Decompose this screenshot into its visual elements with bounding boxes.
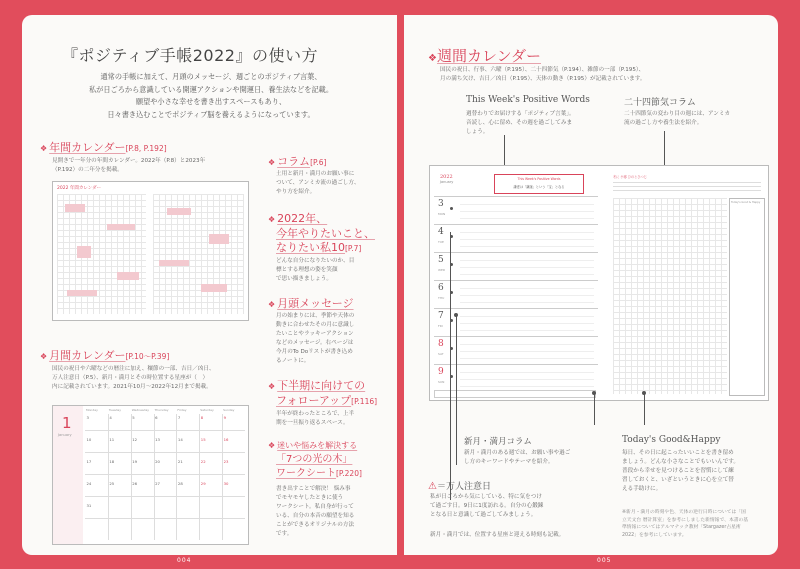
weekday-header: Saturday [200, 408, 214, 412]
monthly-calendar-desc: 国民の祝日や六曜などの暦注に加え、穰節の一部、吉日／凶日、 万人注意日（P.5）、新月・満月とその時位置する星座が（ ） 内に記載されています。2021年10月～2022年12月まで掲載。 [52, 366, 215, 390]
caution-day-desc: 私が日ごろから気にしている、特に気をつけ て過ごす日。9日に1度訪れる。自分の心鍛錬 となる日と意識して過ごしてみましょう。 [430, 494, 544, 518]
date-cell: 6 [155, 415, 158, 420]
yearly-grid-left [57, 194, 146, 314]
moon-column-title: 新月・満月コラム [464, 437, 532, 447]
monthly-message-desc: 月の始まりには、季節や天体の 動きに合わせたその月に意識し たいことやラッキーアクション などのメッセージ。右ページは 今月のTo Doリストが書き込め るノートに。 [276, 313, 355, 364]
day-number: 9 [438, 367, 444, 377]
day-number: 8 [438, 339, 444, 349]
day-of-week: THU [438, 296, 445, 300]
date-cell: 8 [200, 415, 204, 420]
warning-triangle-icon: ⚠ [428, 481, 437, 492]
diamond-icon: ❖ [428, 53, 437, 64]
yearly-calendar-thumbnail: 2022 年間カレンダー [52, 181, 249, 321]
left-page [22, 15, 397, 555]
good-happy-box: Today's Good & Happy [729, 198, 765, 396]
date-cell: 31 [86, 503, 92, 508]
day-row [434, 224, 598, 253]
date-cell: 19 [132, 459, 138, 464]
diamond-icon: ❖ [268, 158, 276, 167]
date-cell: 3 [86, 415, 89, 420]
date-cell: 28 [177, 481, 183, 486]
weekly-calendar-thumbnail: 2022 January This Week's Positive Words 謙虚は「謙譲」という「宝」となる 3 MON 4 TUE 5 WED 6 THU 7 FRI 8 SAT 9 SUN 冬に 小寒 ひのとひつじ Today's Good & Happy [429, 165, 769, 401]
positive-words-box: This Week's Positive Words 謙虚は「謙譲」という「宝」となる [494, 174, 584, 194]
date-cell: 9 [223, 415, 227, 420]
page-number-left: 004 [177, 557, 192, 564]
sekki-column-title: 二十四節気コラム [624, 98, 696, 108]
column-desc: 土用と新月・満月のお願い事に ついて、アンミカ流の過ごし方、 やり方を紹介。 [276, 171, 360, 195]
new-moon-note: 新月・満月では、位置する星座と迎える時刻も記載。 [430, 532, 565, 538]
moon-column-desc: 新月・満月のある週では、お願い事や過ご し方のキーワードやテーマを紹介。 [464, 450, 571, 465]
day-number: 7 [438, 311, 444, 321]
diamond-icon: ❖ [40, 352, 48, 361]
wish-desc: どんな自分になりたいのか、目 標とする理想の姿を笑顔 で思い描きましょう。 [276, 258, 355, 282]
worksheet-desc: 書き出すことで解決！ 悩み事 でモヤモヤしたときに使う ワークシート。私自身が行って いる、自分の本音の願望を知る ことができるオリジナルの方法 です。 [276, 486, 355, 537]
weekday-header: Thursday [154, 408, 169, 412]
diamond-icon: ❖ [268, 382, 276, 391]
day-row [434, 364, 598, 393]
date-cell: 18 [109, 459, 115, 464]
day-number: 6 [438, 283, 444, 293]
date-cell: 5 [132, 415, 135, 420]
date-cell: 7 [177, 415, 181, 420]
date-cell: 24 [86, 481, 92, 486]
day-of-week: TUE [438, 240, 444, 244]
yearly-calendar-desc: 見開きで一年分の年間カレンダー。2022年（P.8）と2023年 （P.192）の二年分を掲載。 [52, 158, 206, 173]
sekki-column-desc: 二十四節気の変わり目の週には、アンミカ 流の過ごし方や養生法を紹介。 [624, 111, 731, 126]
caution-day-title: ⚠＝万人注意日 [428, 481, 491, 492]
day-row [434, 252, 598, 281]
good-happy-title: Today's Good&Happy [622, 435, 721, 445]
yearly-grid-right [153, 194, 244, 314]
monthly-calendar-thumbnail: 1 January Monday Tuesday Wednesday Thursday Friday Saturday Sunday 3 4 5 6 7 8 9 10 11 12 13 14 15 16 17 18 19 20 21 22 23 24 25 26 27 28 29 30 31 [52, 405, 249, 545]
date-cell: 27 [155, 481, 160, 486]
good-happy-desc: 毎日、その日に起こったいいことを書き留め ましょう。どんな小さなことでもいいんです。 普段から幸せを見つけることを習慣にして練 習しておくと、いざというときに心を立て替 える手助けに。 [622, 450, 740, 492]
day-row [434, 196, 598, 225]
day-of-week: WED [438, 268, 446, 272]
footnote: ※新月・満月の時刻や色、天体の逆行日時については「国 立天文台 暦計算室」を参考にしました新情報で、本書の基 準情報についてはアルマナック教材「Stargazer占星術 2022」を参考にしています。 [622, 510, 749, 538]
day-row [434, 280, 598, 309]
date-cell: 11 [109, 437, 115, 442]
diamond-icon: ❖ [268, 300, 276, 309]
yearly-calendar-heading: ❖ 年間カレンダー[P.8, P.192] [40, 141, 167, 154]
date-cell: 26 [132, 481, 138, 486]
monthly-grid [85, 408, 245, 540]
intro-text: 通常の手帳に加えて、月頭のメッセージ、週ごとのポジティブ言葉、 私が日ごろから意識している開運アクションや開運日、養生法などを記載。 願望や小さな幸せを書き出すスペースもあり、 日々書き込むことでポジティブ脳を養えるようになっています。 [88, 72, 334, 119]
wish-heading: ❖ 2022年、 今年やりたいこと、 なりたい私10[P.7] [268, 212, 375, 254]
day-number: 4 [438, 227, 444, 237]
date-cell: 4 [109, 415, 112, 420]
follow-up-heading: ❖ 下半期に向けての フォローアップ[P.116] [268, 379, 378, 407]
date-cell: 20 [155, 459, 160, 464]
diamond-icon: ❖ [268, 441, 276, 450]
date-cell: 14 [177, 437, 183, 442]
weekday-header: Tuesday [108, 408, 122, 412]
right-page [404, 15, 778, 555]
weekday-header: Wednesday [131, 408, 150, 412]
weekly-calendar-heading: ❖週間カレンダー [428, 47, 541, 65]
date-cell: 13 [155, 437, 160, 442]
date-cell: 21 [177, 459, 183, 464]
date-cell: 12 [132, 437, 138, 442]
weekday-header: Monday [86, 408, 98, 412]
day-of-week: SAT [438, 352, 444, 356]
date-cell: 23 [223, 459, 229, 464]
day-of-week: FRI [438, 324, 443, 328]
date-cell: 15 [200, 437, 206, 442]
day-row [434, 308, 598, 337]
moon-phase-icon [450, 207, 453, 210]
diamond-icon: ❖ [40, 144, 48, 153]
column-heading: ❖ コラム[P.6] [268, 155, 327, 168]
date-cell: 17 [86, 459, 92, 464]
page-title: 『ポジティブ手帳2022』の使い方 [62, 46, 318, 65]
diamond-icon: ❖ [268, 215, 276, 224]
day-of-week: MON [438, 212, 446, 216]
follow-up-desc: 半年が終わったところで、上半 期を一旦振り返るスペース。 [276, 411, 355, 426]
date-cell: 29 [200, 481, 206, 486]
day-number: 5 [438, 255, 444, 265]
day-of-week: SUN [438, 380, 445, 384]
positive-words-desc: 週替わりでお届けする「ポジティブ言葉」。 音読し、心に留め、その週を過ごしてみま しょう。 [466, 111, 575, 135]
date-cell: 25 [109, 481, 115, 486]
positive-words-title: This Week's Positive Words [466, 95, 590, 105]
date-cell: 30 [223, 481, 229, 486]
weekly-day-rows [434, 196, 598, 392]
date-cell: 22 [200, 459, 206, 464]
date-cell: 10 [86, 437, 92, 442]
worksheet-heading: ❖ 迷いや悩みを解決する 「7つの光の木」 ワークシート[P.220] [268, 441, 362, 479]
day-row [434, 336, 598, 365]
monthly-message-heading: ❖ 月頭メッセージ [268, 297, 354, 310]
weekday-header: Friday [177, 408, 187, 412]
day-number: 3 [438, 199, 444, 209]
page-number-right: 005 [597, 557, 612, 564]
notes-grid [613, 198, 727, 394]
weekly-calendar-desc: 国民の祝日、行事、六曜（P.195）、二十四節気（P.194）、雑節の一部（P.195）、 月の満ち欠け、吉日／凶日（P.195）、天体の動き（P.195）が記載されています。 [440, 67, 646, 82]
monthly-calendar-heading: ❖ 月間カレンダー[P.10～P.39] [40, 349, 170, 362]
weekday-header: Sunday [223, 408, 235, 412]
date-cell: 16 [223, 437, 229, 442]
